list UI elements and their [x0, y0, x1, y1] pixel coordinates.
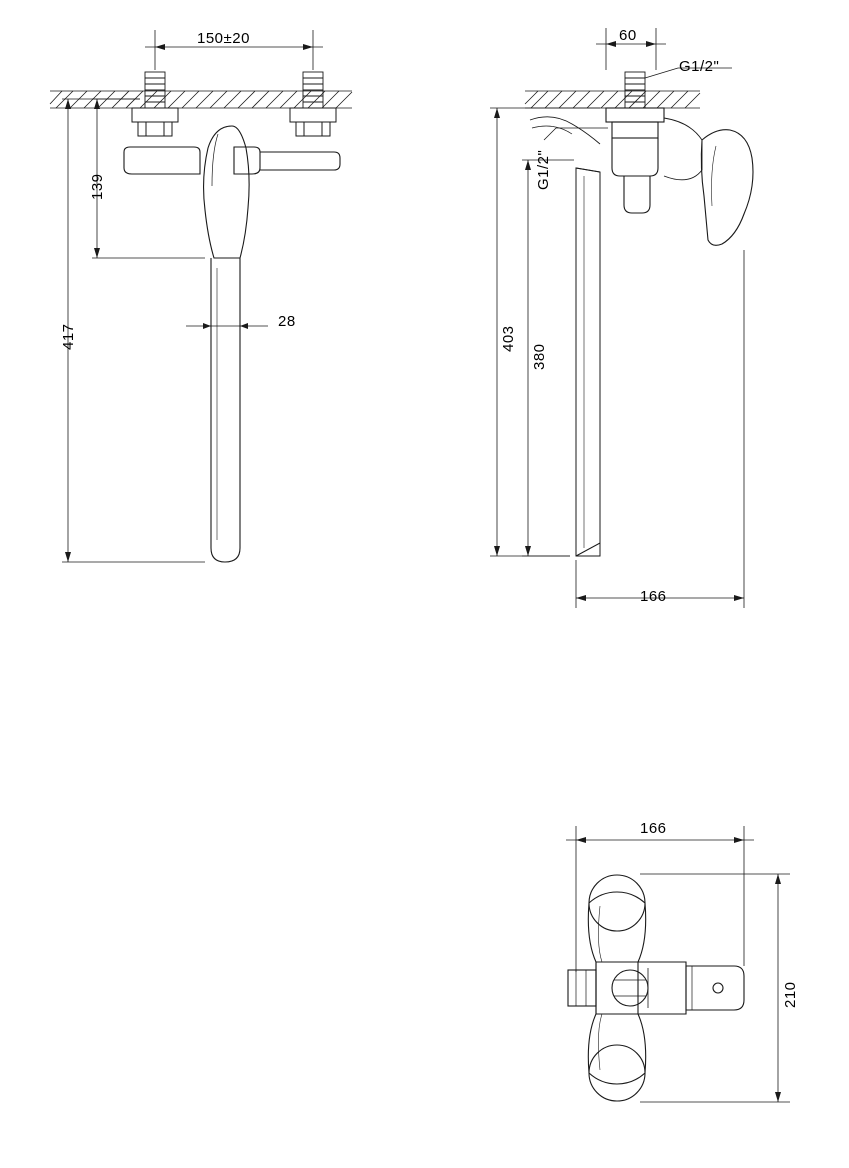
dimension-label-thread-top: G1/2": [679, 58, 720, 75]
diverter-cap-plan: [686, 966, 744, 1010]
left-connector-nut: [132, 108, 178, 136]
top-inlet-thread-side: [625, 72, 645, 108]
mixer-body-front: [124, 147, 340, 174]
view-front-elevation: [50, 30, 352, 562]
wall-hatching-side: [525, 91, 700, 108]
dimension-spout-width: [186, 323, 268, 329]
leader-thread-side: [544, 128, 608, 140]
dimension-label-total-height: 417: [60, 323, 77, 350]
spout-front: [211, 258, 240, 562]
dimension-projection: [576, 250, 744, 608]
mixer-body-plan: [568, 875, 744, 1101]
mixer-body-side: [606, 108, 753, 245]
central-collar-plan: [596, 962, 686, 1014]
left-inlet-thread: [145, 72, 165, 108]
outlet-stub-plan: [568, 970, 596, 1006]
dimension-label-body-width: 166: [640, 820, 667, 837]
right-connector-nut: [290, 108, 336, 136]
dimension-label-body-depth: 210: [782, 981, 799, 1008]
dimension-total-height: [62, 99, 205, 562]
dimension-label-body-height: 139: [89, 173, 106, 200]
dimension-body-height: [92, 99, 205, 258]
dimension-label-inlet-spacing: 60: [619, 27, 637, 44]
dimension-label-rail-height: 380: [531, 343, 548, 370]
dimension-label-spout-width: 28: [278, 313, 296, 330]
dimension-label-projection: 166: [640, 588, 667, 605]
dimension-label-center-distance: 150±20: [197, 30, 250, 47]
view-plan: [566, 826, 790, 1102]
dimension-body-depth: [640, 874, 790, 1102]
dimension-rail-height: [522, 160, 574, 556]
dimension-label-rail-height-total: 403: [500, 325, 517, 352]
view-side-elevation: [490, 28, 753, 608]
mixer-lever-handle: [204, 126, 250, 258]
dimension-label-thread-side: G1/2": [535, 149, 552, 190]
